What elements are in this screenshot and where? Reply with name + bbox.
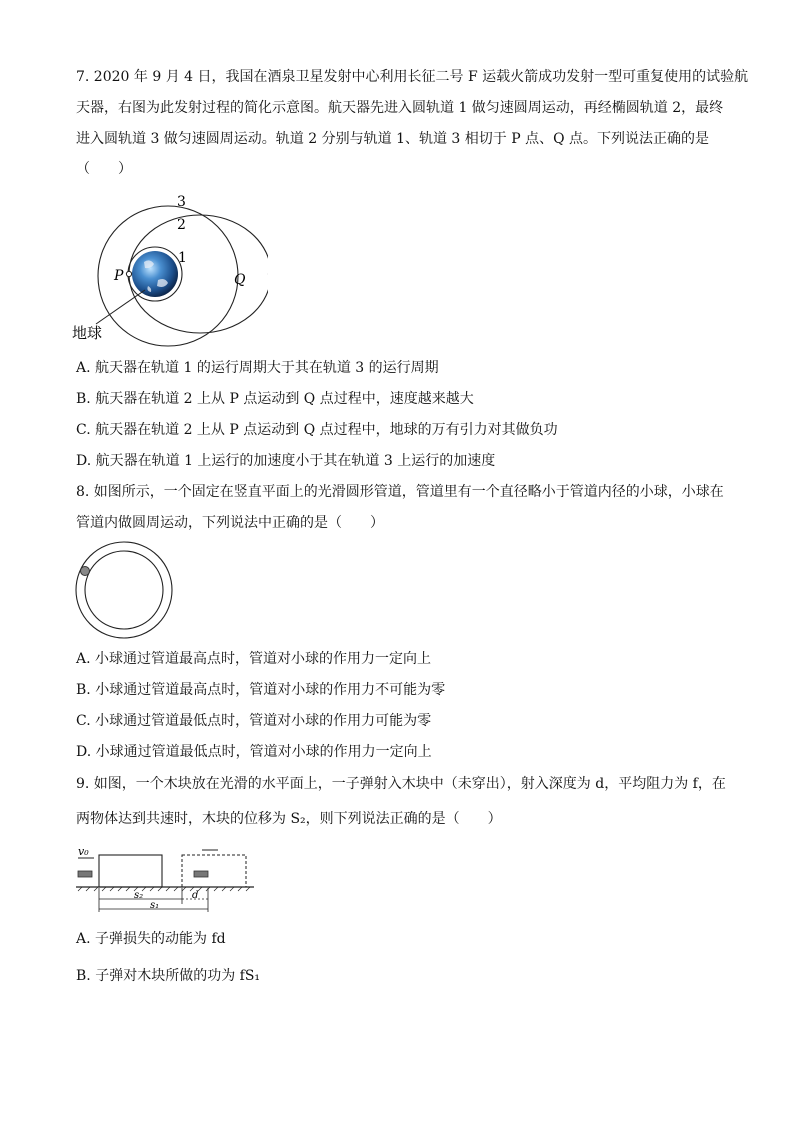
- v0-label: v₀: [78, 845, 89, 858]
- point-p-label: P: [114, 268, 124, 284]
- earth-image: [132, 251, 178, 297]
- block-initial: [99, 855, 162, 887]
- earth-label: 地球: [72, 324, 103, 342]
- q7-answer-paren: （ ）: [76, 161, 132, 177]
- q7-line-2: 天器，右图为此发射过程的简化示意图。航天器先进入圆轨道 1 做匀速圆周运动，再经椭圆轨道 2，最终: [76, 100, 724, 116]
- block-final: [182, 855, 246, 887]
- pipe-outer-wall: [76, 542, 172, 638]
- q8-option-b: B. 小球通过管道最高点时，管道对小球的作用力不可能为零: [76, 682, 446, 698]
- small-ball: [81, 567, 90, 576]
- q7-line-3: 进入圆轨道 3 做匀速圆周运动。轨道 2 分别与轨道 1、轨道 3 相切于 P 点、Q 点。下列说法正确的是: [76, 131, 710, 147]
- q8-line-2: 管道内做圆周运动，下列说法中正确的是（ ）: [76, 515, 384, 531]
- point-p: [126, 271, 131, 276]
- circular-pipe-diagram: [72, 540, 178, 642]
- bullet-initial: [78, 871, 92, 877]
- q9-line-1: 9. 如图，一个木块放在光滑的水平面上，一子弹射入木块中（未穿出），射入深度为 d，平均阻力为 f，在: [76, 776, 726, 792]
- q7-option-b: B. 航天器在轨道 2 上从 P 点运动到 Q 点过程中，速度越来越大: [76, 391, 474, 407]
- q8-option-c: C. 小球通过管道最低点时，管道对小球的作用力可能为零: [76, 713, 432, 729]
- q8-option-d: D. 小球通过管道最低点时，管道对小球的作用力一定向上: [76, 744, 432, 760]
- q7-line-1: 7. 2020 年 9 月 4 日，我国在酒泉卫星发射中心利用长征二号 F 运载火箭成功发射一型可重复使用的试验航: [76, 69, 749, 85]
- q8-option-a: A. 小球通过管道最高点时，管道对小球的作用力一定向上: [76, 651, 432, 667]
- s1-label: s₁: [150, 900, 160, 911]
- orbit-diagram: [68, 190, 268, 350]
- bullet-block-diagram: [74, 842, 258, 916]
- q7-option-a: A. 航天器在轨道 1 的运行周期大于其在轨道 3 的运行周期: [76, 360, 439, 376]
- q9-option-a: A. 子弹损失的动能为 fd: [76, 931, 226, 947]
- orbit-2-label: 2: [177, 217, 186, 233]
- earth-leader-line: [96, 290, 145, 324]
- s2-label: s₂: [134, 890, 144, 901]
- bullet-embedded: [194, 871, 208, 877]
- q7-option-d: D. 航天器在轨道 1 上运行的加速度小于其在轨道 3 上运行的加速度: [76, 453, 496, 469]
- point-q-label: Q: [234, 272, 246, 288]
- q9-line-2: 两物体达到共速时，木块的位移为 S₂，则下列说法正确的是（ ）: [76, 811, 502, 827]
- orbit-1-label: 1: [178, 250, 187, 266]
- orbit-3-label: 3: [177, 194, 186, 210]
- q9-option-b: B. 子弹对木块所做的功为 fS₁: [76, 968, 261, 984]
- q8-line-1: 8. 如图所示，一个固定在竖直平面上的光滑圆形管道，管道里有一个直径略小于管道内径的小球，小球在: [76, 484, 724, 500]
- pipe-inner-wall: [85, 551, 163, 629]
- q7-option-c: C. 航天器在轨道 2 上从 P 点运动到 Q 点过程中，地球的万有引力对其做负功: [76, 422, 558, 438]
- d-label: d: [192, 890, 199, 901]
